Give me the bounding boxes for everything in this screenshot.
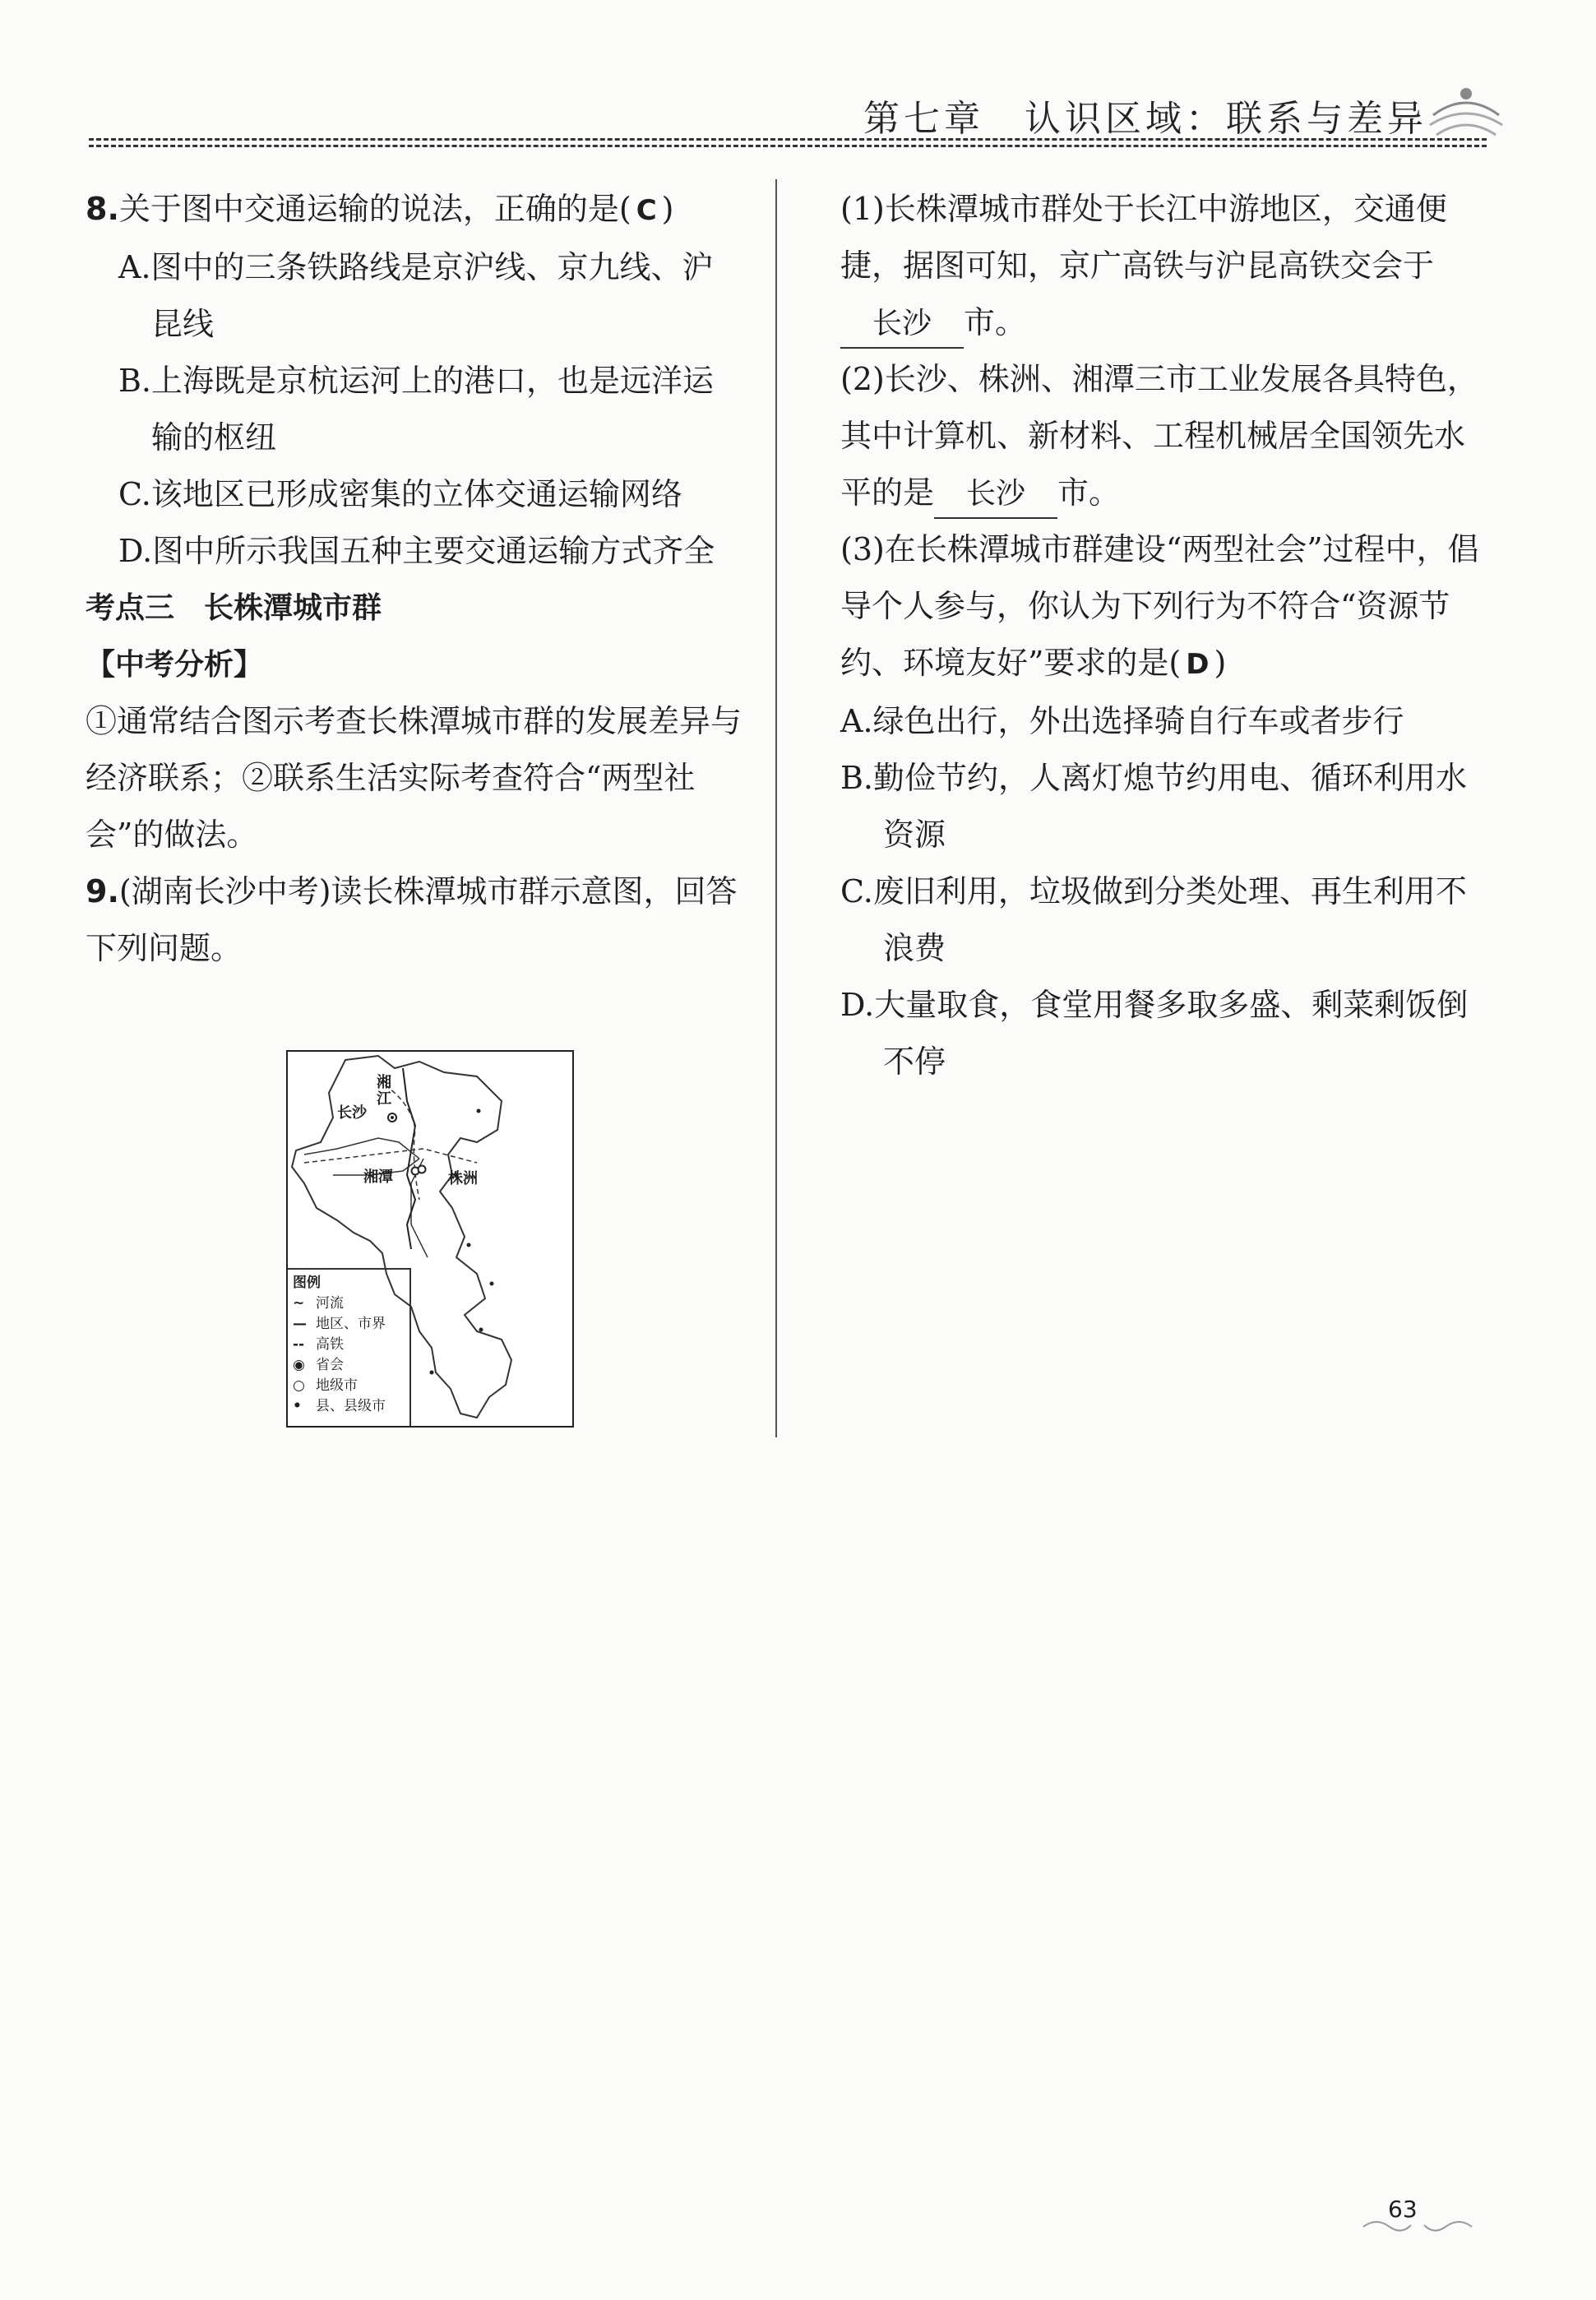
option-text: 绿色出行，外出选择骑自行车或者步行 xyxy=(872,703,1404,739)
sub-question-3 xyxy=(840,521,1482,693)
legend-item xyxy=(293,1376,405,1396)
map-label-zhuzhou: 株洲 xyxy=(448,1170,478,1187)
option-label: A. xyxy=(840,703,873,739)
sub-question-3-text: (3)在长株潭城市群建设“两型社会”过程中，倡导个人参与，你认为下列行为不符合“资源节约、环境友好”要求的是( xyxy=(840,531,1479,681)
left-column xyxy=(86,181,743,977)
option-8c xyxy=(118,466,743,523)
option-label: D. xyxy=(118,533,153,569)
question-8-stem-end: ) xyxy=(661,191,674,227)
option-text: 废旧利用，垃圾做到分类处理、再生利用不浪费 xyxy=(872,873,1467,966)
page-number: 63 xyxy=(1388,2196,1418,2223)
legend-item xyxy=(293,1314,405,1335)
legend-text: 地级市 xyxy=(316,1377,358,1394)
question-8 xyxy=(86,181,743,239)
page-number-flourish-icon xyxy=(1360,2215,1475,2237)
sub-question-2-answer: 长沙 xyxy=(934,471,1057,519)
option-text: 该地区已形成密集的立体交通运输网络 xyxy=(150,476,682,512)
option-9d xyxy=(840,977,1482,1090)
option-9c xyxy=(840,863,1482,977)
option-label: C. xyxy=(118,476,151,512)
question-8-answer: C xyxy=(636,194,657,227)
option-9a xyxy=(840,693,1482,750)
railway-icon: -- xyxy=(293,1336,305,1353)
city-cluster-map xyxy=(286,1050,574,1428)
option-label: B. xyxy=(118,363,152,399)
option-8d xyxy=(118,523,743,580)
legend-text: 县、县级市 xyxy=(316,1398,386,1414)
legend-text: 省会 xyxy=(316,1357,344,1373)
sub-question-3-end: ) xyxy=(1214,645,1227,681)
sub-question-2-text: (2)长沙、株洲、湘潭三市工业发展各具特色，其中计算机、新材料、工程机械居全国领先水平的是 xyxy=(840,361,1478,511)
legend-item xyxy=(293,1293,405,1314)
header-divider-2 xyxy=(89,145,1487,147)
right-column xyxy=(840,181,1482,1090)
question-9 xyxy=(86,863,743,977)
sub-question-2-end: 市。 xyxy=(1057,474,1121,511)
map-legend xyxy=(288,1268,411,1426)
option-9b xyxy=(840,750,1482,863)
option-text: 大量取食，食堂用餐多取多盛、剩菜剩饭倒不停 xyxy=(874,987,1469,1080)
analysis-label: 【中考分析】 xyxy=(86,648,264,682)
sub-question-1-end: 市。 xyxy=(964,304,1027,340)
legend-item xyxy=(293,1355,405,1376)
question-8-stem: 关于图中交通运输的说法，正确的是( xyxy=(118,191,631,227)
legend-text: 高铁 xyxy=(316,1336,344,1353)
page-header xyxy=(0,0,1596,164)
section-title: 考点三 长株潭城市群 xyxy=(86,591,382,625)
question-9-stem: 读长株潭城市群示意图，回答下列问题。 xyxy=(86,873,738,966)
sub-question-3-answer: D xyxy=(1186,648,1210,681)
chapter-title: 第七章 认识区域：联系与差异 xyxy=(863,98,1427,140)
option-text: 上海既是京杭运河上的港口，也是远洋运输的枢纽 xyxy=(151,363,715,456)
legend-item xyxy=(293,1335,405,1355)
option-label: C. xyxy=(840,873,873,909)
legend-item xyxy=(293,1396,405,1417)
option-8a xyxy=(118,239,743,353)
map-label-changsha: 长沙 xyxy=(337,1104,367,1122)
map-label-river: 湘江 xyxy=(377,1074,391,1108)
legend-text: 地区、市界 xyxy=(316,1316,386,1332)
sub-question-2 xyxy=(840,351,1482,521)
option-text: 图中所示我国五种主要交通运输方式齐全 xyxy=(152,533,715,569)
option-label: A. xyxy=(118,249,151,285)
option-label: B. xyxy=(840,760,874,796)
map-label-xiangtan: 湘潭 xyxy=(363,1169,393,1186)
river-icon: ~ xyxy=(293,1295,305,1312)
option-text: 勤俭节约，人离灯熄节约用电、循环利用水资源 xyxy=(873,760,1468,853)
question-9-number: 9. xyxy=(86,873,119,909)
city-icon: ○ xyxy=(293,1377,305,1394)
legend-text: 河流 xyxy=(316,1295,344,1312)
capital-icon: ◉ xyxy=(293,1357,305,1373)
column-divider xyxy=(775,179,777,1437)
option-8b xyxy=(118,353,743,466)
sub-question-1 xyxy=(840,181,1482,351)
question-9-source: (湖南长沙中考) xyxy=(118,873,331,909)
analysis-text: ①通常结合图示考查长株潭城市群的发展差异与经济联系；②联系生活实际考查符合“两型社会”的做法。 xyxy=(86,703,742,853)
option-label: D. xyxy=(840,987,875,1023)
legend-title: 图例 xyxy=(293,1275,321,1291)
boundary-icon: — xyxy=(293,1316,307,1332)
option-text: 图中的三条铁路线是京沪线、京九线、沪昆线 xyxy=(150,249,714,342)
sub-question-1-answer: 长沙 xyxy=(840,301,964,349)
sub-question-1-text: (1)长株潭城市群处于长江中游地区，交通便捷，据图可知，京广高铁与沪昆高铁交会于 xyxy=(840,191,1447,284)
header-divider xyxy=(89,138,1487,141)
county-icon: • xyxy=(293,1398,302,1414)
question-8-number: 8. xyxy=(86,191,119,227)
